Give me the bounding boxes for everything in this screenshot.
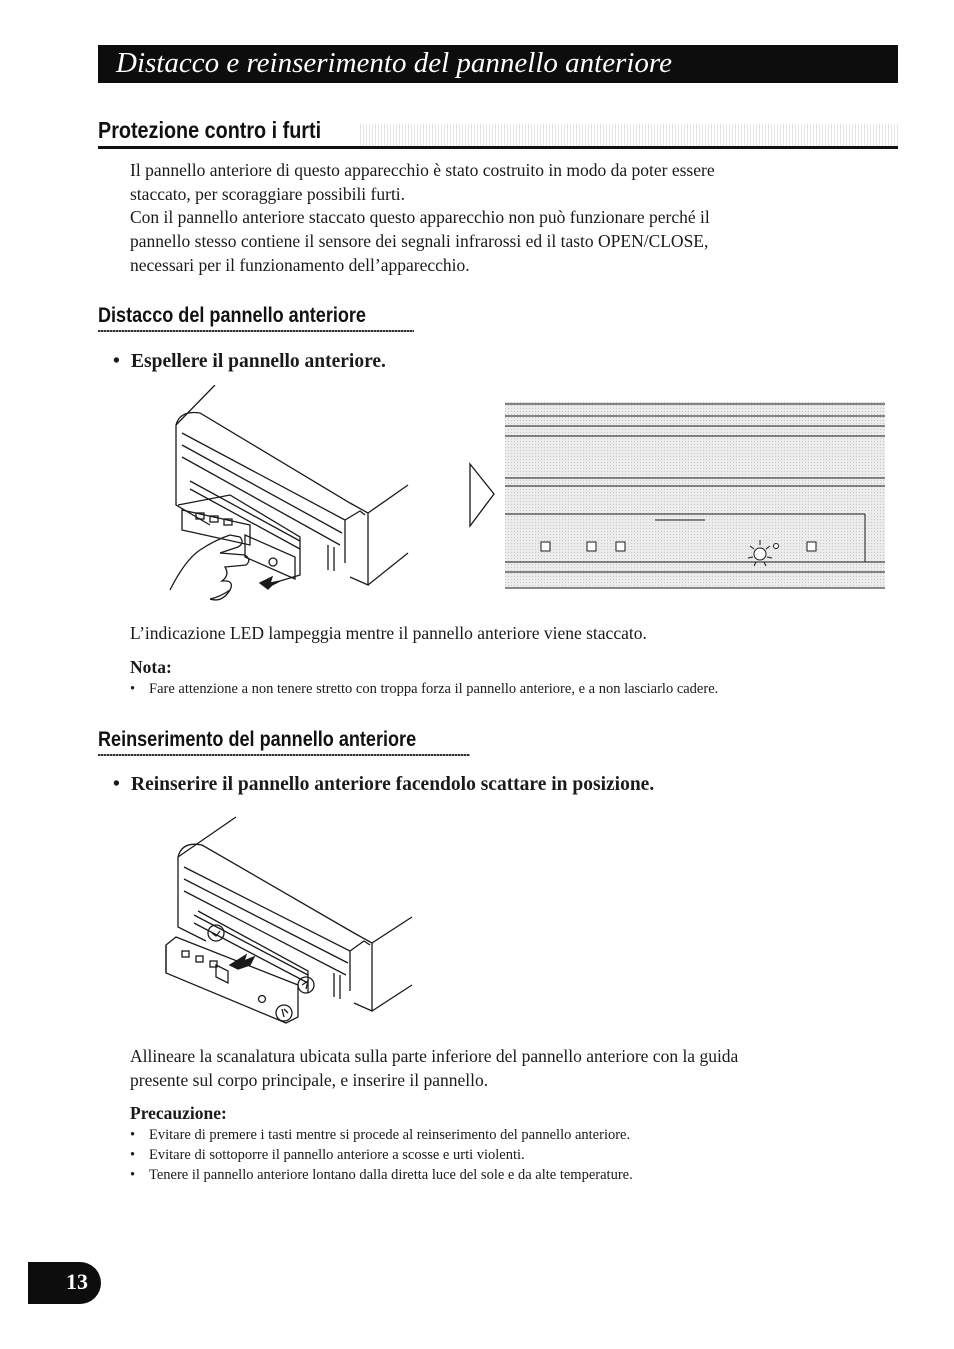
intro-paragraph-line-5: necessari per il funzionamento dell’apparecchio. bbox=[130, 255, 470, 275]
caution-label: Precauzione: bbox=[130, 1103, 227, 1123]
reinsert-instruction: • Reinserire il pannello anteriore facendolo scattare in posizione. bbox=[113, 774, 655, 795]
note-label: Nota: bbox=[130, 657, 172, 677]
page-number-tab bbox=[28, 1262, 101, 1304]
reinsert-caption-line-2: presente sul corpo principale, e inserire il pannello. bbox=[130, 1070, 489, 1090]
intro-paragraph-line-2: staccato, per scoraggiare possibili furti. bbox=[130, 184, 406, 204]
sequence-arrow-icon bbox=[468, 462, 498, 528]
reinsert-illustration bbox=[158, 815, 418, 1030]
caution-item: • Tenere il pannello anteriore lontano dalla diretta luce del sole e da alte temperature. bbox=[130, 1165, 633, 1185]
detach-illustration bbox=[160, 385, 420, 610]
section-rule bbox=[98, 146, 898, 149]
page-title: Distacco e reinserimento del pannello anteriore bbox=[116, 47, 672, 79]
page-title-bar bbox=[98, 45, 898, 83]
intro-paragraph-line-4: pannello stesso contiene il sensore dei segnali infrarossi ed il tasto OPEN/CLOSE, bbox=[130, 231, 709, 251]
caution-list bbox=[130, 1125, 633, 1185]
section-heading: Protezione contro i furti bbox=[98, 117, 322, 143]
detach-instruction: • Espellere il pannello anteriore. bbox=[113, 351, 386, 372]
detach-caption: L’indicazione LED lampeggia mentre il pannello anteriore viene staccato. bbox=[130, 623, 647, 643]
note-list bbox=[130, 679, 718, 699]
heading-hatch-band bbox=[360, 124, 898, 146]
intro-paragraph-line-1: Il pannello anteriore di questo apparecchio è stato costruito in modo da poter essere bbox=[130, 160, 715, 180]
detach-heading: Distacco del pannello anteriore bbox=[98, 304, 366, 327]
detach-heading-rule bbox=[98, 330, 414, 332]
caution-item: • Evitare di sottoporre il pannello anteriore a scosse e urti violenti. bbox=[130, 1145, 633, 1165]
reinsert-caption-line-1: Allineare la scanalatura ubicata sulla parte inferiore del pannello anteriore con la guida bbox=[130, 1046, 739, 1066]
intro-paragraph-line-3: Con il pannello anteriore staccato questo apparecchio non può funzionare perché il bbox=[130, 207, 710, 227]
reinsert-instruction-text: Reinserire il pannello anteriore facendolo scattare in posizione. bbox=[131, 774, 655, 795]
caution-item: • Evitare di premere i tasti mentre si procede al reinserimento del pannello anteriore. bbox=[130, 1125, 633, 1145]
page-number: 13 bbox=[66, 1269, 88, 1294]
note-item: • Fare attenzione a non tenere stretto con troppa forza il pannello anteriore, e a non lasciarlo cadere. bbox=[130, 679, 718, 699]
detach-instruction-text: Espellere il pannello anteriore. bbox=[131, 351, 386, 372]
reinsert-heading-rule bbox=[98, 754, 470, 756]
led-blink-illustration bbox=[505, 402, 887, 590]
reinsert-heading: Reinserimento del pannello anteriore bbox=[98, 728, 417, 751]
